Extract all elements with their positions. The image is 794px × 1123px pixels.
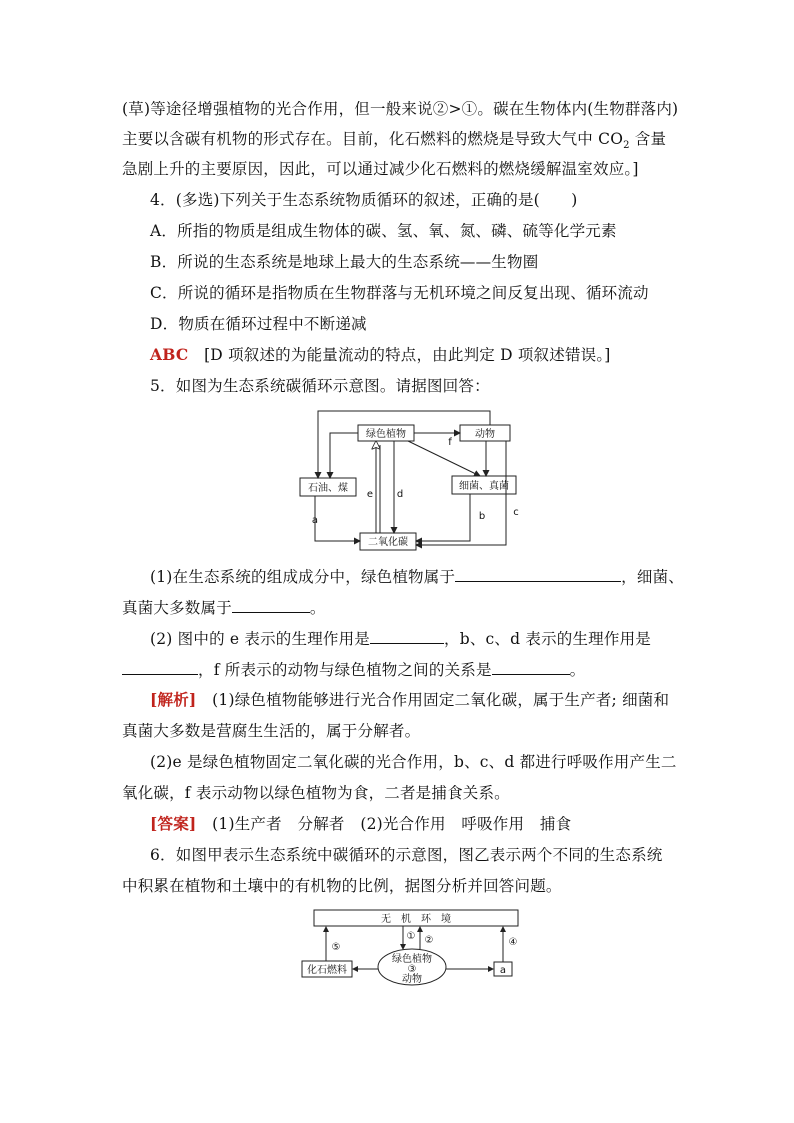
num-1: ① bbox=[406, 931, 416, 942]
num-4: ④ bbox=[508, 937, 518, 948]
q5-part2: (2) 图中的 e 表示的生理作用是 ，b、c、d 表示的生理作用是 bbox=[150, 627, 651, 650]
carbon-cycle-diagram bbox=[290, 405, 530, 555]
q4-explanation: [D 项叙述的为能量流动的特点，由此判定 D 项叙述错误。] bbox=[204, 346, 611, 364]
q5-analysis-1: [解析] (1)绿色植物能够进行光合作用固定二氧化碳，属于生产者; 细菌和 bbox=[150, 690, 670, 709]
intro-line-1: (草)等途径增强植物的光合作用，但一般来说②>①。碳在生物体内(生物群落内) bbox=[122, 100, 679, 118]
q4-stem: 4．(多选)下列关于生态系统物质循环的叙述，正确的是( ) bbox=[150, 191, 578, 209]
answer-blank[interactable] bbox=[232, 596, 310, 613]
q5-analysis-4: 氧化碳，f 表示动物以绿色植物为食，二者是捕食关系。 bbox=[122, 784, 510, 802]
co2-label: 二氧化碳 bbox=[368, 537, 408, 548]
q5-answer: [答案] (1)生产者 分解者 (2)光合作用 呼吸作用 捕食 bbox=[150, 814, 572, 833]
label-e: e bbox=[366, 489, 374, 500]
q4-option-a: A．所指的物质是组成生物体的碳、氢、氧、氮、磷、硫等化学元素 bbox=[150, 222, 617, 240]
fossil-fuel-label: 化石燃料 bbox=[307, 965, 347, 976]
num-5: ⑤ bbox=[331, 942, 341, 953]
q5-part1: (1)在生态系统的组成成分中，绿色植物属于 ，细菌、 bbox=[150, 565, 684, 588]
analysis-tag: [解析] bbox=[150, 690, 197, 709]
q5-analysis-2: 真菌大多数是营腐生生活的，属于分解者。 bbox=[122, 722, 421, 740]
animals-label: 动物 bbox=[402, 974, 422, 985]
num-3: ③ bbox=[407, 964, 417, 975]
animals-label: 动物 bbox=[475, 429, 495, 440]
label-c: c bbox=[513, 507, 519, 518]
environment-label: 无 机 环 境 bbox=[381, 914, 451, 925]
plants-label: 绿色植物 bbox=[392, 954, 432, 965]
q5-part2-cont: ，f 所表示的动物与绿色植物之间的关系是 。 bbox=[122, 658, 585, 681]
answer-blank[interactable] bbox=[370, 627, 444, 644]
q5-analysis-3: (2)e 是绿色植物固定二氧化碳的光合作用，b、c、d 都进行呼吸作用产生二 bbox=[150, 753, 677, 771]
label-f: f bbox=[448, 437, 452, 448]
q4-option-d: D．物质在循环过程中不断递减 bbox=[150, 315, 367, 333]
figure-jia-diagram bbox=[298, 905, 528, 990]
fossil-label: 石油、煤 bbox=[308, 483, 348, 494]
label-a: a bbox=[311, 515, 319, 526]
num-2: ② bbox=[424, 935, 434, 946]
label-b: b bbox=[478, 511, 486, 522]
q4-answer: ABC bbox=[150, 345, 189, 364]
answer-blank[interactable] bbox=[122, 658, 198, 675]
intro-line-2: 主要以含碳有机物的形式存在。目前，化石燃料的燃烧是导致大气中 $CO_2$ 含量 bbox=[122, 130, 667, 152]
intro-line-3: 急剧上升的主要原因，因此，可以通过减少化石燃料的燃烧缓解温室效应。] bbox=[122, 160, 639, 178]
q6-stem-1: 6．如图甲表示生态系统中碳循环的示意图，图乙表示两个不同的生态系统 bbox=[150, 846, 663, 864]
q5-stem: 5．如图为生态系统碳循环示意图。请据图回答： bbox=[150, 377, 490, 395]
plants-label: 绿色植物 bbox=[366, 429, 406, 440]
q4-option-c: C．所说的循环是指物质在生物群落与无机环境之间反复出现、循环流动 bbox=[150, 284, 649, 302]
a-label: a bbox=[499, 965, 507, 976]
q5-part1-cont: 真菌大多数属于 。 bbox=[122, 596, 326, 619]
label-d: d bbox=[396, 489, 404, 500]
q4-option-b: B．所说的生态系统是地球上最大的生态系统——生物圈 bbox=[150, 253, 539, 271]
answer-blank[interactable] bbox=[455, 565, 621, 582]
q6-stem-2: 中积累在植物和土壤中的有机物的比例，据图分析并回答问题。 bbox=[122, 877, 562, 895]
decomposers-label: 细菌、真菌 bbox=[459, 481, 509, 492]
answer-tag: [答案] bbox=[150, 814, 197, 833]
answer-blank[interactable] bbox=[492, 658, 570, 675]
q4-answer-line bbox=[150, 344, 611, 366]
